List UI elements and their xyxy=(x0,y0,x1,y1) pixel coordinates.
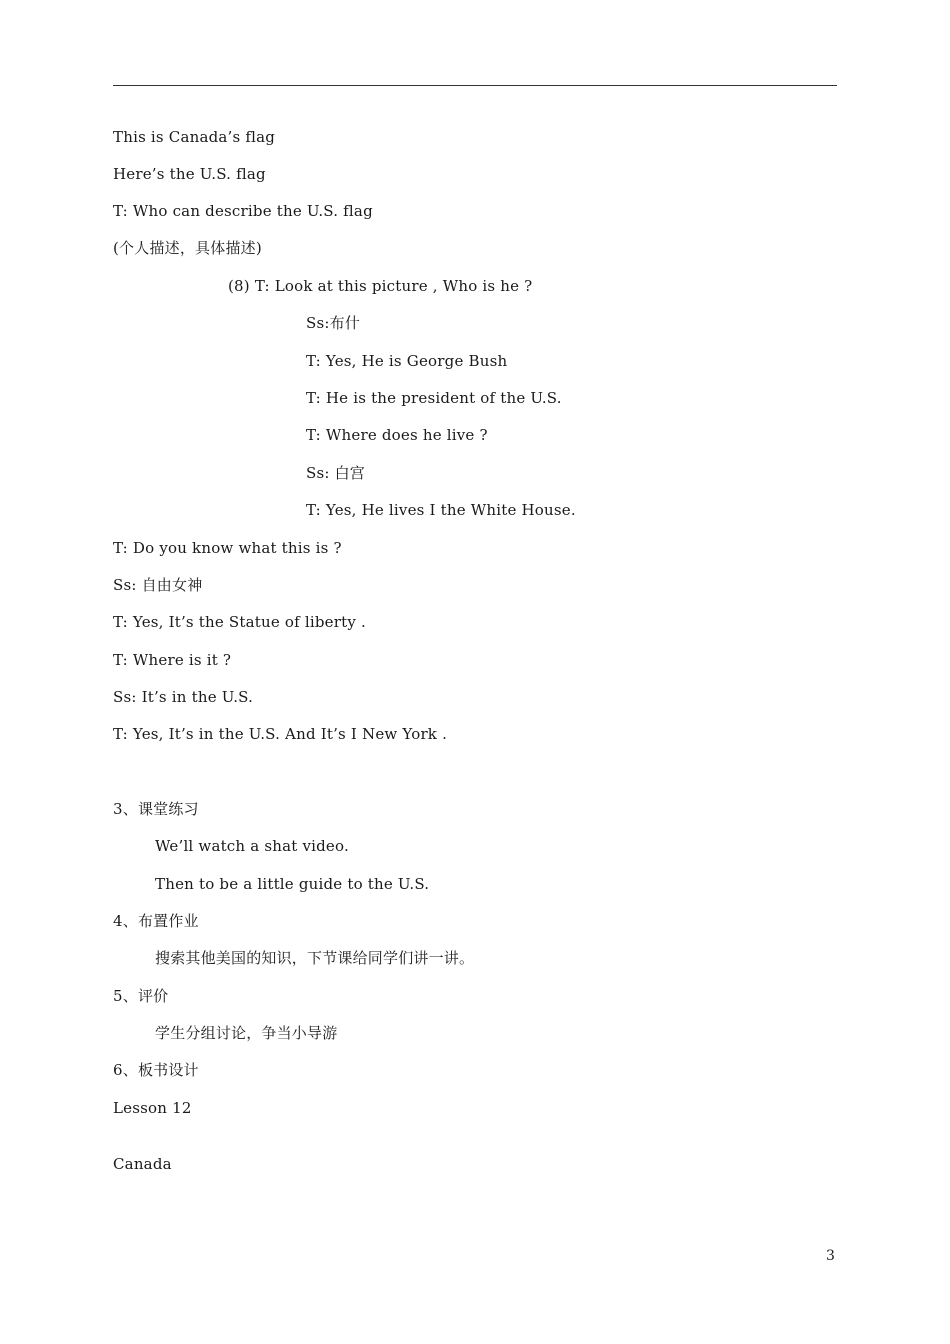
text-line: T: Yes, He lives I the White House. xyxy=(306,501,576,519)
section-heading: 4、布置作业 xyxy=(113,912,199,930)
text-line: 搜索其他美国的知识，下节课给同学们讲一讲。 xyxy=(155,949,475,967)
text-line: Ss: 自由女神 xyxy=(113,576,203,594)
section-heading: 3、课堂练习 xyxy=(113,800,199,818)
header-rule xyxy=(113,85,837,86)
text-line: 学生分组讨论，争当小导游 xyxy=(155,1024,338,1042)
text-line: T: Who can describe the U.S. flag xyxy=(113,202,373,220)
text-line: T: He is the president of the U.S. xyxy=(306,389,562,407)
text-line: T: Where does he live ? xyxy=(306,426,488,444)
page-number: 3 xyxy=(826,1248,835,1264)
text-line: This is Canada’s flag xyxy=(113,128,276,146)
text-line: We’ll watch a shat video. xyxy=(155,837,349,855)
text-line: T: Where is it ? xyxy=(113,651,232,669)
text-line: Ss: It’s in the U.S. xyxy=(113,688,254,706)
text-line: T: Yes, He is George Bush xyxy=(306,352,508,370)
text-line: Here’s the U.S. flag xyxy=(113,165,266,183)
text-line: T: Yes, It’s in the U.S. And It’s I New York . xyxy=(113,725,448,743)
section-heading: 6、板书设计 xyxy=(113,1061,199,1079)
text-line: T: Do you know what this is ? xyxy=(113,539,342,557)
text-line: T: Yes, It’s the Statue of liberty . xyxy=(113,613,366,631)
text-line: Canada xyxy=(113,1155,172,1173)
text-line: Ss: 白宫 xyxy=(306,464,365,482)
text-line: (8) T: Look at this picture , Who is he ? xyxy=(228,277,533,295)
text-line: Then to be a little guide to the U.S. xyxy=(155,875,430,893)
text-line: Ss:布什 xyxy=(306,314,361,332)
section-heading: 5、评价 xyxy=(113,987,169,1005)
text-line: Lesson 12 xyxy=(113,1099,192,1117)
text-line: (个人描述，具体描述) xyxy=(113,239,262,257)
